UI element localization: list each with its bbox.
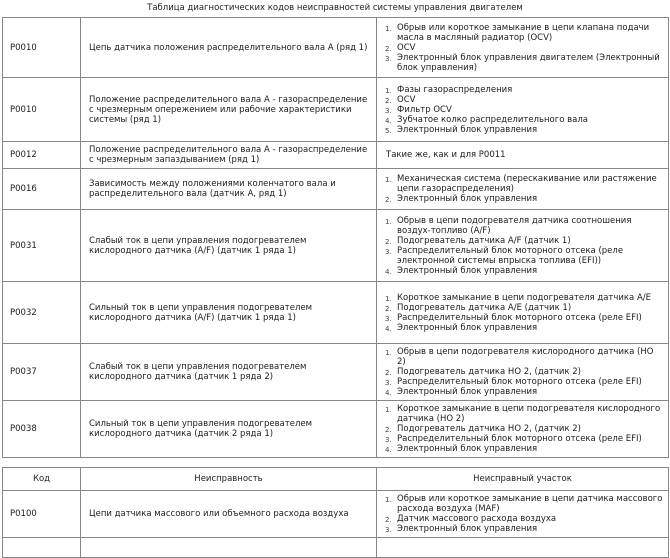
fault-areas-cell [377, 18, 669, 78]
dtc-table-lower [2, 467, 669, 558]
fault-areas-list [383, 174, 664, 204]
table-row [3, 344, 669, 401]
fault-area-item: Подогреватель датчика HO 2, (датчик 2) [397, 367, 581, 377]
dtc-code: P0032 [3, 282, 81, 344]
fault-areas-cell [377, 282, 669, 344]
fault-areas-cell: Такие же, как и для P0011 [377, 142, 669, 169]
table-row [3, 18, 669, 78]
fault-area-item: Электронный блок управления [397, 124, 538, 135]
column-header-fault: Неисправность [81, 468, 377, 491]
fault-area-item: Электронный блок управления двигателем (Электронный блок управления) [397, 52, 660, 73]
fault-area-item: Короткое замыкание в цепи подогревателя датчика A/E [397, 292, 652, 303]
fault-areas-list [383, 85, 664, 135]
fault-areas-list [383, 404, 664, 454]
table-row [3, 169, 669, 210]
fault-area-item: Электронный блок управления [397, 524, 538, 534]
column-header-area: Неисправный участок [377, 468, 669, 491]
fault-description: Сильный ток в цепи управления подогревателем кислородного датчика (датчик 2 ряда 1) [81, 401, 377, 458]
fault-areas-list [383, 23, 664, 73]
dtc-code: P0010 [3, 18, 81, 78]
fault-areas-cell [377, 210, 669, 282]
fault-description [81, 538, 377, 558]
fault-areas-list [383, 216, 664, 276]
fault-areas-list [383, 347, 664, 397]
fault-area-item: Подогреватель датчика A/E (датчик 1) [397, 302, 572, 313]
table-row [3, 401, 669, 458]
fault-description: Цепи датчика массового или объемного расхода воздуха [81, 491, 377, 538]
dtc-code: P0031 [3, 210, 81, 282]
table-row [3, 210, 669, 282]
fault-area-item: Распределительный блок моторного отсека (реле EFI) [397, 434, 642, 444]
table-row [3, 491, 669, 538]
fault-description: Зависимость между положениями коленчатого вала и распределительного вала (датчик А, ряд 1) [81, 169, 377, 210]
dtc-code: P0012 [3, 142, 81, 169]
fault-areas-cell [377, 344, 669, 401]
fault-area-item: OCV [397, 42, 416, 53]
fault-area-item: Распределительный блок моторного отсека (реле EFI) [397, 312, 642, 323]
fault-area-item: OCV [397, 94, 416, 105]
dtc-code: P0037 [3, 344, 81, 401]
column-header-code: Код [3, 468, 81, 491]
fault-area-item: Электронный блок управления [397, 265, 538, 276]
fault-description: Положение распределительного вала А - газораспределение с чрезмерным опережением или рабочие характеристики системы (ряд 1) [81, 78, 377, 142]
fault-areas-cell [377, 401, 669, 458]
fault-areas-list [383, 293, 664, 333]
fault-areas-cell [377, 78, 669, 142]
table-row [3, 142, 669, 169]
table-row [3, 78, 669, 142]
table-row-partial [3, 538, 669, 558]
fault-area-item: Обрыв или короткое замыкание в цепи клапана подачи масла в масляный радиатор (OCV) [397, 22, 650, 43]
fault-description: Цепь датчика положения распределительного вала А (ряд 1) [81, 18, 377, 78]
dtc-code: P0010 [3, 78, 81, 142]
fault-area-item: Фазы газораспределения [397, 84, 513, 95]
fault-area-item: Обрыв в цепи подогревателя кислородного датчика (HO 2) [397, 347, 654, 367]
fault-area-item: Распределительный блок моторного отсека (реле электронной системы впрыска топлива (EFI)) [397, 245, 624, 266]
dtc-code [3, 538, 81, 558]
fault-areas-list [383, 494, 664, 534]
fault-area-item: Датчик массового расхода воздуха [397, 514, 557, 524]
fault-area-item: Электронный блок управления [397, 322, 538, 333]
fault-area-item: Зубчатое колко распределительного вала [397, 114, 588, 125]
fault-description: Слабый ток в цепи управления подогревателем кислородного датчика (A/F) (датчик 1 ряда 1) [81, 210, 377, 282]
dtc-code: P0038 [3, 401, 81, 458]
dtc-table-upper [2, 17, 669, 458]
fault-areas-cell [377, 538, 669, 558]
fault-area-item: Распределительный блок моторного отсека (реле EFI) [397, 377, 642, 387]
table-header-row [3, 468, 669, 491]
fault-area-item: Обрыв или короткое замыкание в цепи датчика массового расхода воздуха (MAF) [397, 494, 663, 514]
fault-area-item: Подогреватель датчика HO 2, (датчик 2) [397, 424, 581, 434]
table-row [3, 282, 669, 344]
fault-area-item: Обрыв в цепи подогревателя датчика соотношения воздух-топливо (A/F) [397, 215, 632, 236]
fault-area-item: Электронный блок управления [397, 444, 538, 454]
dtc-code: P0016 [3, 169, 81, 210]
fault-description: Положение распределительного вала А - газораспределение с чрезмерным запаздыванием (ряд 1) [81, 142, 377, 169]
fault-area-item: Электронный блок управления [397, 194, 538, 204]
page-title: Таблица диагностических кодов неисправностей системы управления двигателем [147, 3, 523, 13]
document-page [0, 3, 670, 558]
fault-area-item: Электронный блок управления [397, 387, 538, 397]
fault-areas-cell [377, 491, 669, 538]
dtc-code: P0100 [3, 491, 81, 538]
fault-area-item: Фильтр OCV [397, 104, 452, 115]
fault-areas-cell [377, 169, 669, 210]
fault-area-item: Подогреватель датчика A/F (датчик 1) [397, 235, 571, 246]
fault-description: Сильный ток в цепи управления подогревателем кислородного датчика (A/F) (датчик 1 ряда 1) [81, 282, 377, 344]
fault-description: Слабый ток в цепи управления подогревателем кислородного датчика (датчик 1 ряда 2) [81, 344, 377, 401]
fault-area-item: Короткое замыкание в цепи подогревателя кислородного датчика (HO 2) [397, 404, 661, 424]
fault-area-item: Механическая система (перескакивание или растяжение цепи газораспределения) [397, 174, 657, 194]
